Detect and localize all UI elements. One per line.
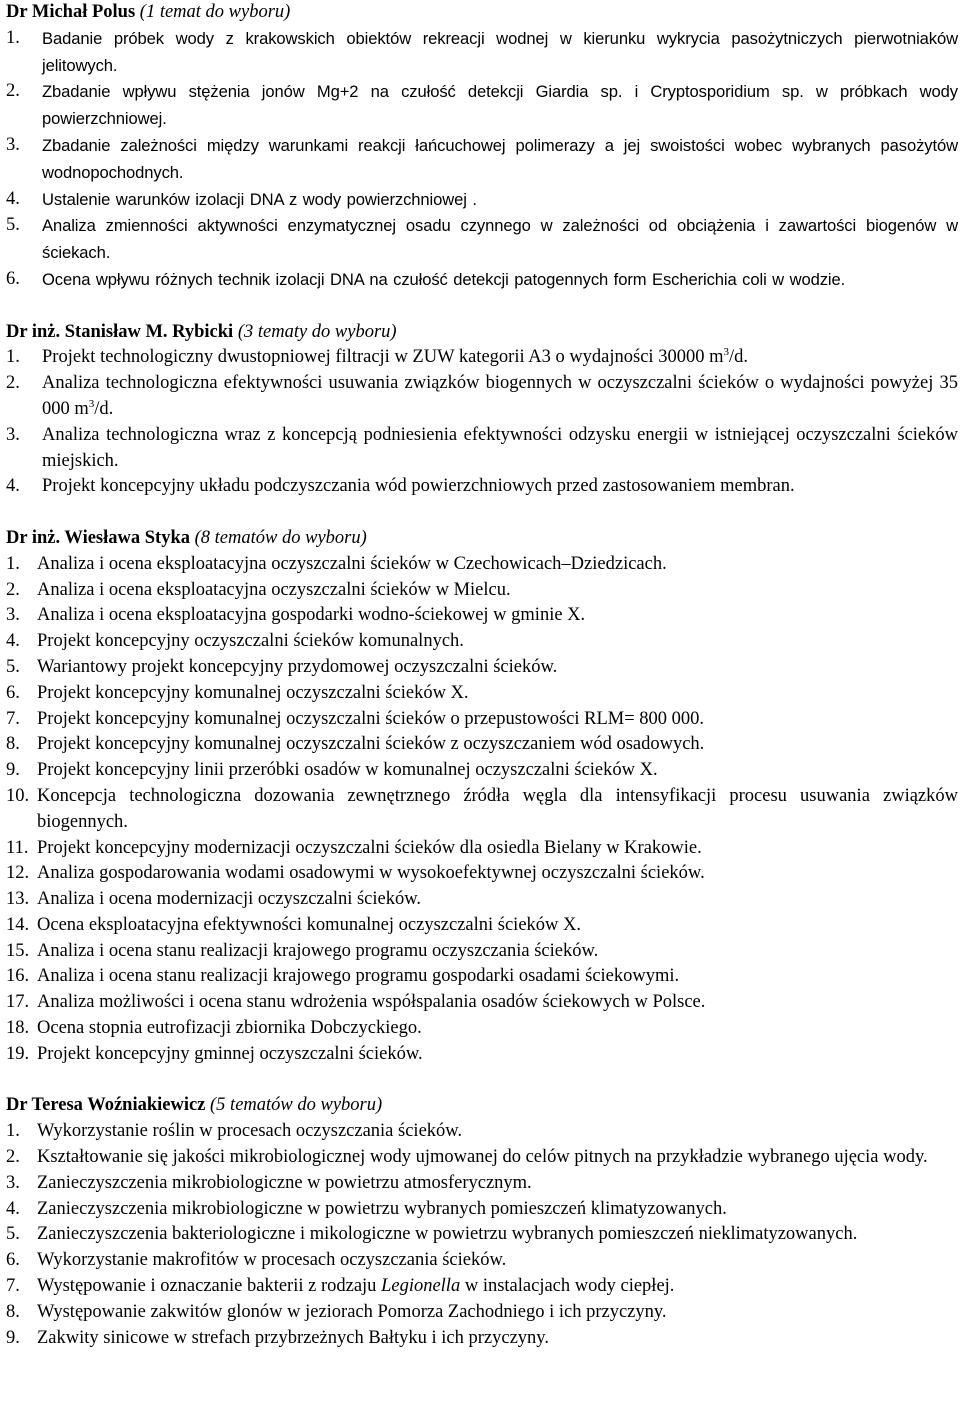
- list-item: [6, 1119, 958, 1145]
- list-item: [6, 629, 958, 655]
- supervisor-name: Dr Michał Polus: [6, 2, 136, 22]
- item-number: 4.: [6, 631, 20, 652]
- list-item: [6, 964, 958, 990]
- item-number: 5.: [6, 215, 20, 236]
- list-item: [6, 1016, 958, 1042]
- list-item: [6, 213, 958, 267]
- list-item: [6, 784, 958, 836]
- item-text: Koncepcja technologiczna dozowania zewnętrznego źródła węgla dla intensyfikacji procesu usuwania związków biogennych.: [37, 785, 958, 832]
- list-item: [6, 187, 958, 214]
- list-item: [6, 836, 958, 862]
- item-text-end: /d.: [94, 398, 114, 419]
- section-gap: [6, 294, 958, 320]
- superscript: 3: [88, 397, 95, 410]
- item-text: Zanieczyszczenia bakteriologiczne i mikologiczne w powietrzu wybranych pomieszczeń nieklimatyzowanych.: [37, 1224, 858, 1245]
- item-number: 2.: [6, 81, 20, 102]
- list-item: [6, 990, 958, 1016]
- item-text: Zanieczyszczenia mikrobiologiczne w powietrzu atmosferycznym.: [37, 1172, 532, 1193]
- section-gap: [6, 500, 958, 526]
- item-number: 5.: [6, 656, 20, 677]
- list-item: [6, 655, 958, 681]
- item-text: Analiza możliwości i ocena stanu wdrożenia współspalania osadów ściekowych w Polsce.: [37, 992, 706, 1013]
- item-number: 19.: [6, 1043, 30, 1064]
- item-text: Ocena eksploatacyjna efektywności komunalnej oczyszczalni ścieków X.: [37, 914, 581, 935]
- list-item: [6, 345, 958, 371]
- list-item: [6, 26, 958, 80]
- list-item: [6, 1274, 958, 1300]
- item-number: 9.: [6, 1327, 20, 1348]
- item-number: 2.: [6, 579, 20, 600]
- item-text: Projekt koncepcyjny komunalnej oczyszczalni ścieków o przepustowości RLM= 800 000.: [37, 708, 705, 729]
- item-number: 11.: [6, 837, 29, 858]
- item-text: Projekt koncepcyjny modernizacji oczyszczalni ścieków dla osiedla Bielany w Krakowie.: [37, 837, 702, 858]
- section-rybicki: [6, 320, 958, 501]
- item-number: 1.: [6, 27, 20, 48]
- list-item: [6, 913, 958, 939]
- list-item: [6, 1197, 958, 1223]
- list-item: [6, 732, 958, 758]
- item-text: Projekt koncepcyjny oczyszczalni ścieków komunalnych.: [37, 631, 464, 652]
- section-styka: [6, 526, 958, 1068]
- item-text: Występowanie i oznaczanie bakterii z rodzaju: [37, 1276, 382, 1297]
- list-item: [6, 603, 958, 629]
- item-number: 4.: [6, 188, 20, 209]
- item-text: Wariantowy projekt koncepcyjny przydomowej oczyszczalni ścieków.: [37, 656, 558, 677]
- item-text: Analiza zmienności aktywności enzymatycznej osadu czynnego w zależności od obciążenia i zawartości biogenów w ściekach.: [42, 216, 958, 263]
- item-text: Zbadanie zależności między warunkami reakcji łańcuchowej polimerazy a jej swoistości wobec wybranych pasożytów wodnopochodnych.: [42, 135, 958, 182]
- section-polus: [6, 0, 958, 294]
- item-number: 1.: [6, 1121, 20, 1142]
- item-text: Analiza i ocena eksploatacyjna oczyszczalni ścieków w Czechowicach–Dziedzicach.: [37, 553, 667, 574]
- item-text: Analiza i ocena stanu realizacji krajowego programu oczyszczania ścieków.: [37, 940, 599, 961]
- supervisor-name: Dr Teresa Woźniakiewicz: [6, 1095, 206, 1116]
- item-text: Wykorzystanie roślin w procesach oczyszczania ścieków.: [37, 1121, 463, 1142]
- item-number: 9.: [6, 760, 20, 781]
- superscript: 3: [723, 346, 729, 359]
- topic-count-note: (3 tematy do wyboru): [237, 321, 397, 342]
- item-text: Zakwity sinicowe w strefach przybrzeżnych Bałtyku i ich przyczyny.: [37, 1327, 549, 1348]
- list-item: [6, 1300, 958, 1326]
- item-number: 3.: [6, 134, 20, 155]
- item-text: Analiza gospodarowania wodami osadowymi w wysokoefektywnej oczyszczalni ścieków.: [37, 863, 705, 884]
- list-item: [6, 1248, 958, 1274]
- topic-count-note: (5 tematów do wyboru): [210, 1095, 383, 1116]
- item-number: 3.: [6, 605, 20, 626]
- list-item: [6, 423, 958, 475]
- topic-count-note: (1 temat do wyboru): [139, 2, 291, 22]
- section-heading: [6, 526, 958, 552]
- section-heading: [6, 320, 958, 346]
- item-text: Analiza i ocena eksploatacyjna gospodarki wodno-ściekowej w gminie X.: [37, 605, 586, 626]
- item-text: Zbadanie wpływu stężenia jonów Mg+2 na czułość detekcji Giardia sp. i Cryptosporidium sp. w próbkach wody powierzchniowej.: [42, 82, 958, 129]
- item-number: 1.: [6, 553, 20, 574]
- list-item: [6, 371, 958, 423]
- section-wozniakiewicz: [6, 1093, 958, 1351]
- list-item: [6, 861, 958, 887]
- list-item: [6, 133, 958, 187]
- item-number: 4.: [6, 476, 20, 497]
- item-number: 14.: [6, 914, 30, 935]
- item-text: Ocena stopnia eutrofizacji zbiornika Dobczyckiego.: [37, 1018, 422, 1039]
- item-number: 6.: [6, 682, 20, 703]
- item-text: Projekt koncepcyjny komunalnej oczyszczalni ścieków z oczyszczaniem wód osadowych.: [37, 734, 705, 755]
- list-item: [6, 1171, 958, 1197]
- item-number: 2.: [6, 373, 20, 394]
- item-text: Analiza i ocena stanu realizacji krajowego programu gospodarki osadami ściekowymi.: [37, 966, 680, 987]
- item-number: 7.: [6, 708, 20, 729]
- list-item: [6, 267, 958, 294]
- item-text: Projekt technologiczny dwustopniowej filtracji w ZUW kategorii A3 o wydajności 30000 m: [42, 347, 724, 368]
- item-text: Kształtowanie się jakości mikrobiologicznej wody ujmowanej do celów pitnych na przykładzie wybranego ujęcia wody.: [37, 1147, 928, 1168]
- item-number: 3.: [6, 424, 20, 445]
- item-number: 6.: [6, 268, 20, 289]
- item-text-end: /d.: [728, 347, 748, 368]
- list-item: [6, 474, 958, 500]
- list-item: [6, 578, 958, 604]
- item-number: 16.: [6, 966, 30, 987]
- item-text: Analiza i ocena eksploatacyjna oczyszczalni ścieków w Mielcu.: [37, 579, 511, 600]
- list-item: [6, 552, 958, 578]
- item-text: Analiza i ocena modernizacji oczyszczalni ścieków.: [37, 889, 422, 910]
- item-number: 13.: [6, 889, 30, 910]
- item-text-end: w instalacjach wody ciepłej.: [460, 1276, 675, 1297]
- item-text: Projekt koncepcyjny komunalnej oczyszczalni ścieków X.: [37, 682, 469, 703]
- item-text: Ocena wpływu różnych technik izolacji DNA na czułość detekcji patogennych form Escherichia coli w wodzie.: [42, 269, 846, 289]
- item-text: Analiza technologiczna efektywności usuwania związków biogennych w oczyszczalni ścieków o wydajności powyżej 35 000 m: [42, 373, 958, 419]
- item-text: Projekt koncepcyjny układu podczyszczania wód powierzchniowych przed zastosowaniem membran.: [42, 476, 795, 497]
- item-number: 15.: [6, 940, 30, 961]
- item-text: Analiza technologiczna wraz z koncepcją podniesienia efektywności odzysku energii w istniejącej oczyszczalni ścieków miejskich.: [42, 424, 958, 471]
- item-text: Ustalenie warunków izolacji DNA z wody powierzchniowej .: [42, 189, 477, 209]
- item-number: 3.: [6, 1172, 20, 1193]
- list-item: [6, 681, 958, 707]
- list-item: [6, 707, 958, 733]
- list-item: [6, 1222, 958, 1248]
- item-number: 12.: [6, 863, 30, 884]
- section-gap: [6, 1068, 958, 1094]
- list-item: [6, 887, 958, 913]
- genus-name: Legionella: [381, 1276, 461, 1297]
- item-text: Zanieczyszczenia mikrobiologiczne w powietrzu wybranych pomieszczeń klimatyzowanych.: [37, 1198, 727, 1219]
- item-text: Projekt koncepcyjny linii przeróbki osadów w komunalnej oczyszczalni ścieków X.: [37, 760, 658, 781]
- item-text: Badanie próbek wody z krakowskich obiektów rekreacji wodnej w kierunku wykrycia pasożytniczych pierwotniaków jelitowych.: [42, 28, 958, 75]
- item-number: 18.: [6, 1018, 30, 1039]
- list-item: [6, 939, 958, 965]
- list-item: [6, 1042, 958, 1068]
- item-number: 2.: [6, 1147, 20, 1168]
- item-number: 17.: [6, 992, 30, 1013]
- list-item: [6, 758, 958, 784]
- item-number: 7.: [6, 1276, 20, 1297]
- item-number: 1.: [6, 347, 20, 368]
- item-number: 10.: [6, 785, 30, 806]
- item-number: 8.: [6, 734, 20, 755]
- list-item: [6, 1326, 958, 1352]
- list-item: [6, 1145, 958, 1171]
- item-text: Projekt koncepcyjny gminnej oczyszczalni ścieków.: [37, 1043, 423, 1064]
- section-heading: [6, 0, 958, 26]
- supervisor-name: Dr inż. Wiesława Styka: [6, 527, 190, 548]
- section-heading: [6, 1093, 958, 1119]
- supervisor-name: Dr inż. Stanisław M. Rybicki: [6, 321, 234, 342]
- item-text: Występowanie zakwitów glonów w jeziorach Pomorza Zachodniego i ich przyczyny.: [37, 1301, 667, 1322]
- item-number: 4.: [6, 1198, 20, 1219]
- list-item: [6, 79, 958, 133]
- item-number: 5.: [6, 1224, 20, 1245]
- item-number: 6.: [6, 1250, 20, 1271]
- item-number: 8.: [6, 1301, 20, 1322]
- topic-count-note: (8 tematów do wyboru): [194, 527, 367, 548]
- item-text: Wykorzystanie makrofitów w procesach oczyszczania ścieków.: [37, 1250, 507, 1271]
